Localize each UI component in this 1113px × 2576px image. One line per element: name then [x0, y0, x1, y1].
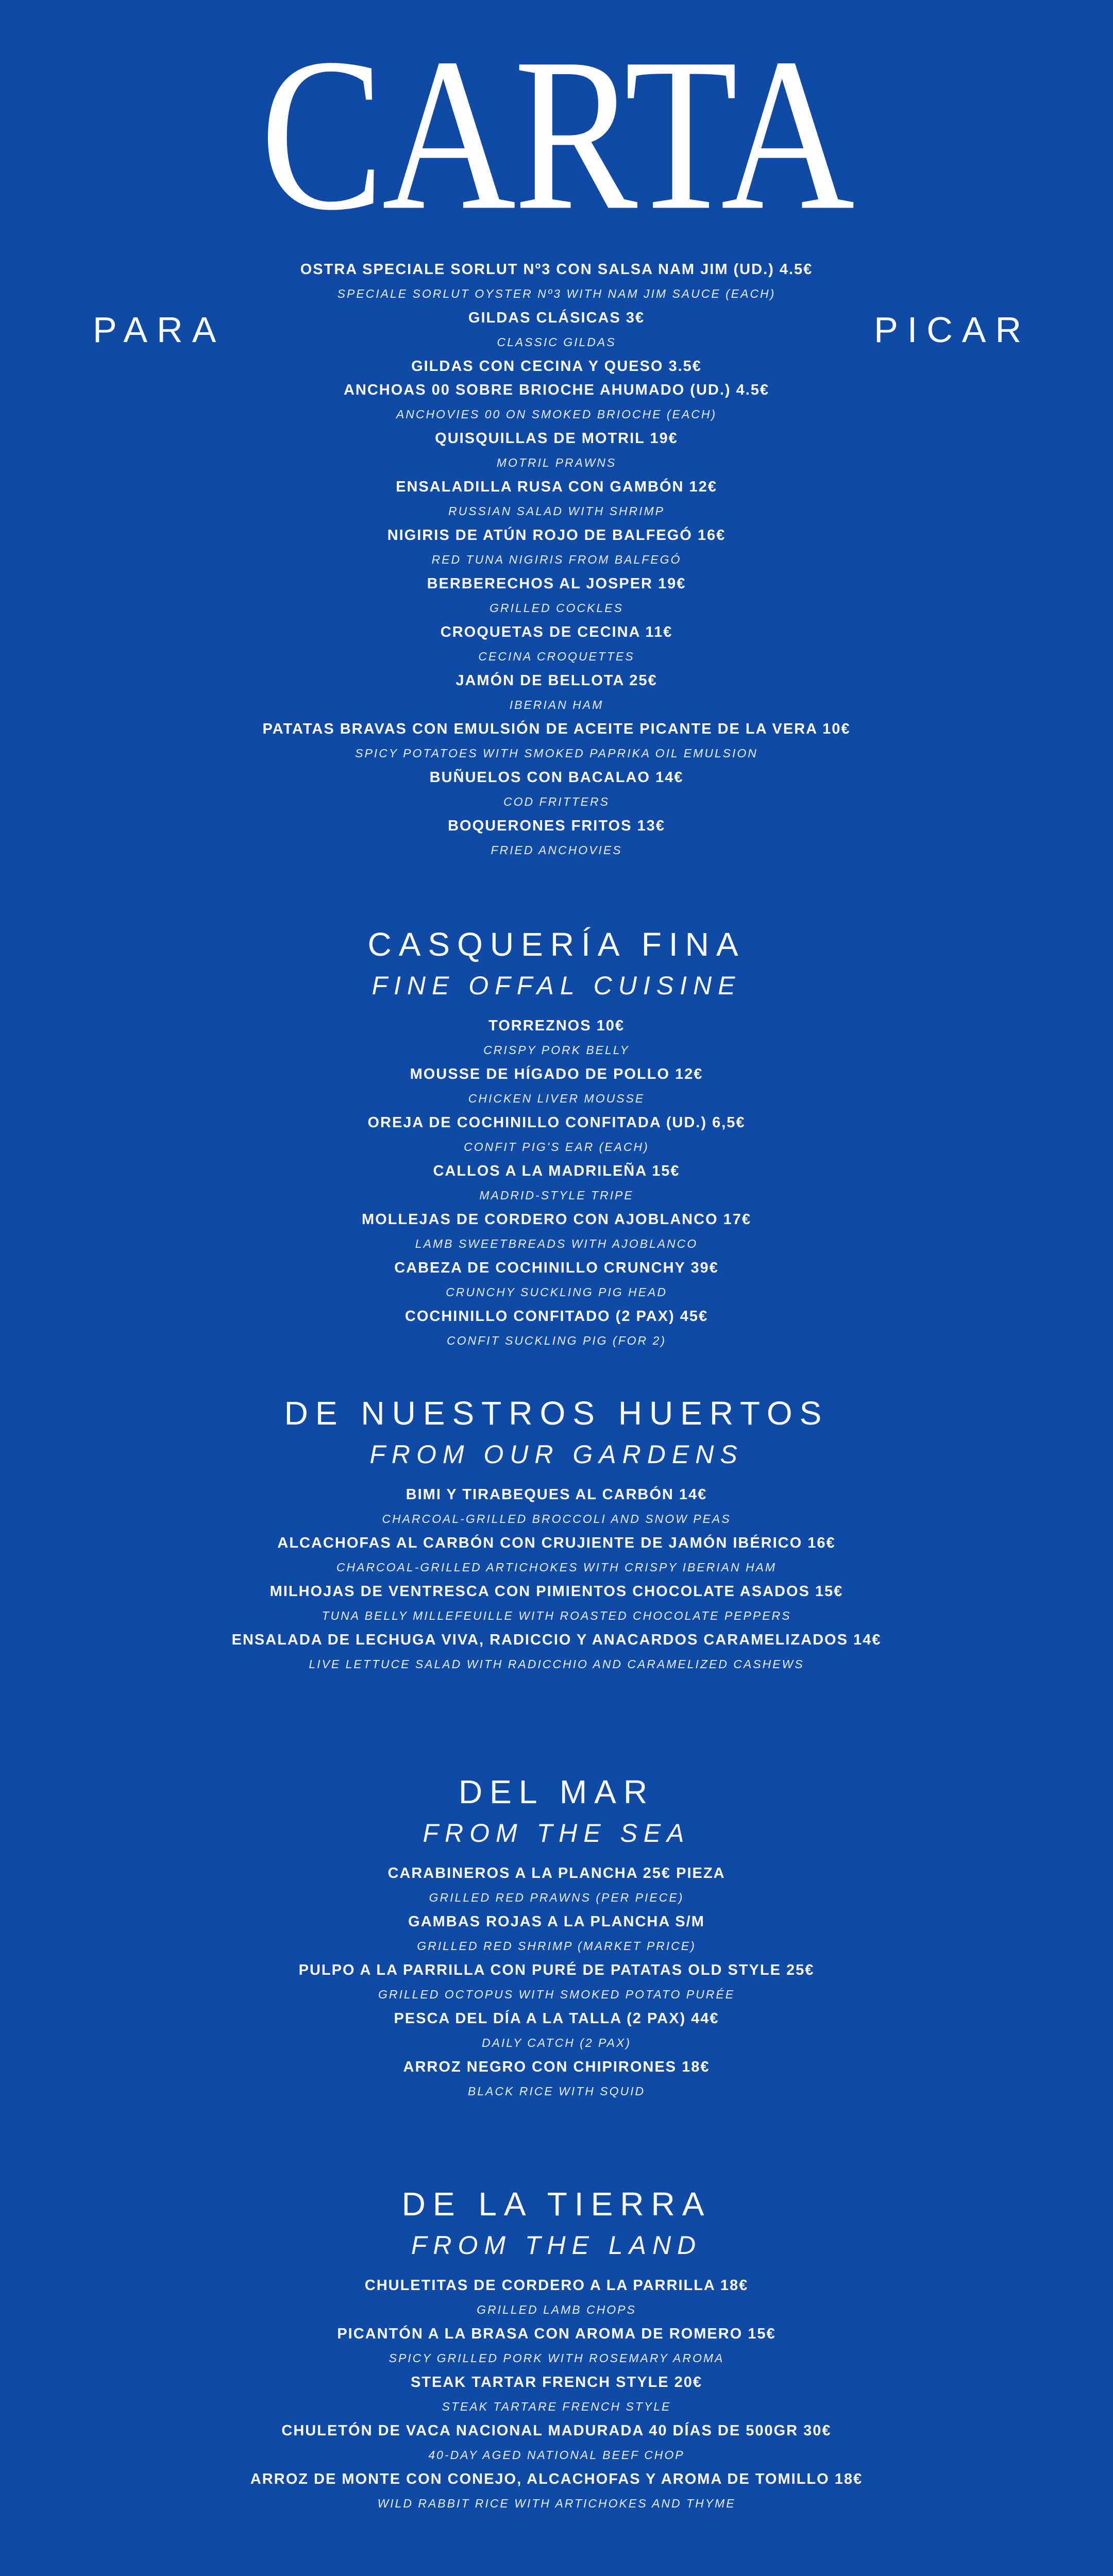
menu-item: [0, 620, 1113, 669]
section-casqueria: [0, 922, 1113, 1353]
menu-item: [0, 1483, 1113, 1531]
section-title: DE LA TIERRA: [401, 2185, 712, 2223]
dish-translation: CLASSIC GILDAS: [497, 335, 616, 349]
menu-item: [0, 523, 1113, 572]
menu-item: [0, 1014, 1113, 1062]
menu-item: [0, 1531, 1113, 1580]
dish-name: TORREZNOS 10€: [488, 1018, 625, 1034]
menu-item: [0, 1958, 1113, 2007]
menu-item: [0, 814, 1113, 862]
section-title: DE NUESTROS HUERTOS: [284, 1395, 829, 1432]
dish-name: PICANTÓN A LA BRASA CON AROMA DE ROMERO 15€: [337, 2326, 776, 2342]
dish-name: ALCACHOFAS AL CARBÓN CON CRUJIENTE DE JAMÓN IBÉRICO 16€: [277, 1535, 836, 1551]
dish-translation: ANCHOVIES 00 ON SMOKED BRIOCHE (EACH): [396, 408, 717, 421]
menu-item: [0, 258, 1113, 306]
dish-name: COCHINILLO CONFITADO (2 PAX) 45€: [404, 1308, 709, 1325]
dish-name: BERBERECHOS AL JOSPER 19€: [427, 575, 686, 592]
menu-item: [0, 1062, 1113, 1111]
dish-translation: CRUNCHY SUCKLING PIG HEAD: [446, 1285, 667, 1299]
dish-translation: GRILLED OCTOPUS WITH SMOKED POTATO PURÉE: [378, 1988, 735, 2001]
para-label: PARA: [93, 310, 226, 350]
section-subtitle: FROM OUR GARDENS: [369, 1440, 744, 1469]
dish-name: MILHOJAS DE VENTRESCA CON PIMIENTOS CHOCOLATE ASADOS 15€: [269, 1583, 844, 1600]
dish-name: OREJA DE COCHINILLO CONFITADA (UD.) 6,5€: [367, 1114, 746, 1131]
section-title: CASQUERÍA FINA: [367, 926, 746, 963]
dish-translation: CECINA CROQUETTES: [478, 650, 635, 663]
menu-item: [0, 378, 1113, 427]
dish-translation: SPECIALE SORLUT OYSTER Nº3 WITH NAM JIM SAUCE (EACH): [337, 287, 776, 300]
menu-item: [0, 2419, 1113, 2467]
dish-translation: BLACK RICE WITH SQUID: [467, 2084, 646, 2098]
dish-name: CALLOS A LA MADRILEÑA 15€: [433, 1163, 680, 1179]
dish-name: BOQUERONES FRITOS 13€: [448, 818, 665, 834]
section-subtitle: FROM THE SEA: [423, 1819, 690, 1848]
dish-translation: RED TUNA NIGIRIS FROM BALFEGÓ: [431, 553, 682, 566]
dish-name: PULPO A LA PARRILLA CON PURÉ DE PATATAS OLD STYLE 25€: [298, 1962, 815, 1978]
dish-translation: 40-DAY AGED NATIONAL BEEF CHOP: [428, 2448, 685, 2462]
menu-item: [0, 1111, 1113, 1159]
dish-translation: WILD RABBIT RICE WITH ARTICHOKES AND THYME: [377, 2497, 736, 2510]
section-title: DEL MAR: [458, 1773, 655, 1810]
dish-name: ENSALADA DE LECHUGA VIVA, RADICCIO Y ANACARDOS CARAMELIZADOS 14€: [231, 1632, 882, 1648]
dish-name: PATATAS BRAVAS CON EMULSIÓN DE ACEITE PICANTE DE LA VERA 10€: [262, 721, 851, 737]
section-subtitle: FROM THE LAND: [411, 2231, 702, 2260]
dish-name: ANCHOAS 00 SOBRE BRIOCHE AHUMADO (UD.) 4.5€: [343, 382, 770, 398]
dish-translation: DAILY CATCH (2 PAX): [481, 2036, 632, 2049]
dish-name: BIMI Y TIRABEQUES AL CARBÓN 14€: [406, 1486, 707, 1503]
section-title: [0, 2573, 1113, 2576]
section-para-picar: [0, 258, 1113, 862]
dish-translation: MADRID-STYLE TRIPE: [479, 1189, 634, 1202]
dish-translation: SPICY GRILLED PORK WITH ROSEMARY AROMA: [389, 2351, 724, 2365]
dish-name: CHULETÓN DE VACA NACIONAL MADURADA 40 DÍAS DE 500GR 30€: [281, 2422, 832, 2439]
dish-translation: GRILLED COCKLES: [490, 601, 623, 615]
menu-item: [0, 1304, 1113, 1353]
page-title: CARTA: [260, 12, 853, 256]
menu-item: [0, 717, 1113, 766]
dish-translation: LIVE LETTUCE SALAD WITH RADICCHIO AND CARAMELIZED CASHEWS: [309, 1657, 804, 1671]
dish-name: CABEZA DE COCHINILLO CRUNCHY 39€: [394, 1260, 719, 1276]
menu-item: [0, 2322, 1113, 2370]
menu-item: [0, 1580, 1113, 1628]
menu-item: [0, 1861, 1113, 1910]
dish-name: ENSALADILLA RUSA CON GAMBÓN 12€: [396, 479, 717, 495]
menu-item: [0, 1208, 1113, 1256]
dish-translation: CRISPY PORK BELLY: [483, 1043, 630, 1057]
dish-translation: CONFIT SUCKLING PIG (FOR 2): [446, 1334, 667, 1347]
menu-item: [0, 1910, 1113, 1958]
dish-name: NIGIRIS DE ATÚN ROJO DE BALFEGÓ 16€: [387, 527, 726, 544]
dish-translation: STEAK TARTARE FRENCH STYLE: [442, 2400, 671, 2413]
dish-translation: TUNA BELLY MILLEFEUILLE WITH ROASTED CHOCOLATE PEPPERS: [322, 1609, 791, 1622]
dish-name: CHULETITAS DE CORDERO A LA PARRILLA 18€: [364, 2277, 749, 2294]
dish-name: ARROZ NEGRO CON CHIPIRONES 18€: [403, 2059, 710, 2075]
dish-name: GILDAS CON CECINA Y QUESO 3.5€: [411, 358, 702, 375]
dish-name: ARROZ DE MONTE CON CONEJO, ALCACHOFAS Y AROMA DE TOMILLO 18€: [250, 2471, 863, 2487]
dish-translation: SPICY POTATOES WITH SMOKED PAPRIKA OIL EMULSION: [355, 747, 758, 760]
dish-name: MOUSSE DE HÍGADO DE POLLO 12€: [410, 1066, 703, 1082]
dish-name: OSTRA SPECIALE SORLUT Nº3 CON SALSA NAM JIM (UD.) 4.5€: [300, 261, 813, 278]
dish-name: CARABINEROS A LA PLANCHA 25€ PIEZA: [387, 1865, 726, 1882]
dish-name: MOLLEJAS DE CORDERO CON AJOBLANCO 17€: [361, 1211, 752, 1228]
menu-item: [0, 354, 1113, 378]
dish-translation: CONFIT PIG'S EAR (EACH): [464, 1140, 649, 1154]
section-tierra: [0, 2182, 1113, 2516]
dish-translation: RUSSIAN SALAD WITH SHRIMP: [448, 504, 665, 518]
menu-item: [0, 475, 1113, 523]
dish-name: JAMÓN DE BELLOTA 25€: [456, 672, 657, 689]
menu-item: [0, 1159, 1113, 1208]
section-mar: [0, 1770, 1113, 2104]
dish-translation: CHARCOAL-GRILLED ARTICHOKES WITH CRISPY IBERIAN HAM: [336, 1561, 777, 1574]
menu-item: [0, 669, 1113, 717]
dish-translation: FRIED ANCHOVIES: [491, 843, 622, 857]
menu-item: [0, 766, 1113, 814]
dish-name: STEAK TARTAR FRENCH STYLE 20€: [410, 2374, 703, 2391]
section-subtitle: FINE OFFAL CUISINE: [372, 971, 741, 1000]
dish-name: CROQUETAS DE CECINA 11€: [440, 624, 673, 640]
picar-label: PICAR: [874, 310, 1031, 350]
dish-translation: GRILLED LAMB CHOPS: [477, 2303, 636, 2316]
dish-translation: LAMB SWEETBREADS WITH AJOBLANCO: [415, 1237, 698, 1250]
menu-item: [0, 572, 1113, 620]
dish-translation: CHARCOAL-GRILLED BROCCOLI AND SNOW PEAS: [382, 1512, 731, 1526]
dish-translation: GRILLED RED SHRIMP (MARKET PRICE): [417, 1939, 696, 1953]
dish-name: GILDAS CLÁSICAS 3€: [468, 310, 645, 326]
dish-translation: COD FRITTERS: [503, 795, 610, 808]
menu-item: [0, 2370, 1113, 2419]
section-huertos: [0, 1391, 1113, 1676]
menu-item: [0, 2274, 1113, 2322]
menu-item: [0, 2055, 1113, 2104]
menu-item: [0, 2467, 1113, 2516]
dish-translation: GRILLED RED PRAWNS (PER PIECE): [429, 1891, 684, 1904]
menu-item: [0, 1628, 1113, 1676]
menu-item: [0, 306, 1113, 354]
dish-translation: MOTRIL PRAWNS: [496, 456, 617, 469]
dish-translation: IBERIAN HAM: [509, 698, 604, 711]
menu-item: [0, 2007, 1113, 2055]
dish-translation: CHICKEN LIVER MOUSSE: [468, 1092, 645, 1105]
dish-name: BUÑUELOS CON BACALAO 14€: [429, 769, 684, 786]
section-guarniciones: [0, 2573, 1113, 2576]
menu-item: [0, 1256, 1113, 1304]
menu-item: [0, 427, 1113, 475]
dish-name: PESCA DEL DÍA A LA TALLA (2 PAX) 44€: [394, 2010, 719, 2027]
dish-name: GAMBAS ROJAS A LA PLANCHA S/M: [408, 1913, 705, 1930]
dish-name: QUISQUILLAS DE MOTRIL 19€: [435, 430, 678, 447]
